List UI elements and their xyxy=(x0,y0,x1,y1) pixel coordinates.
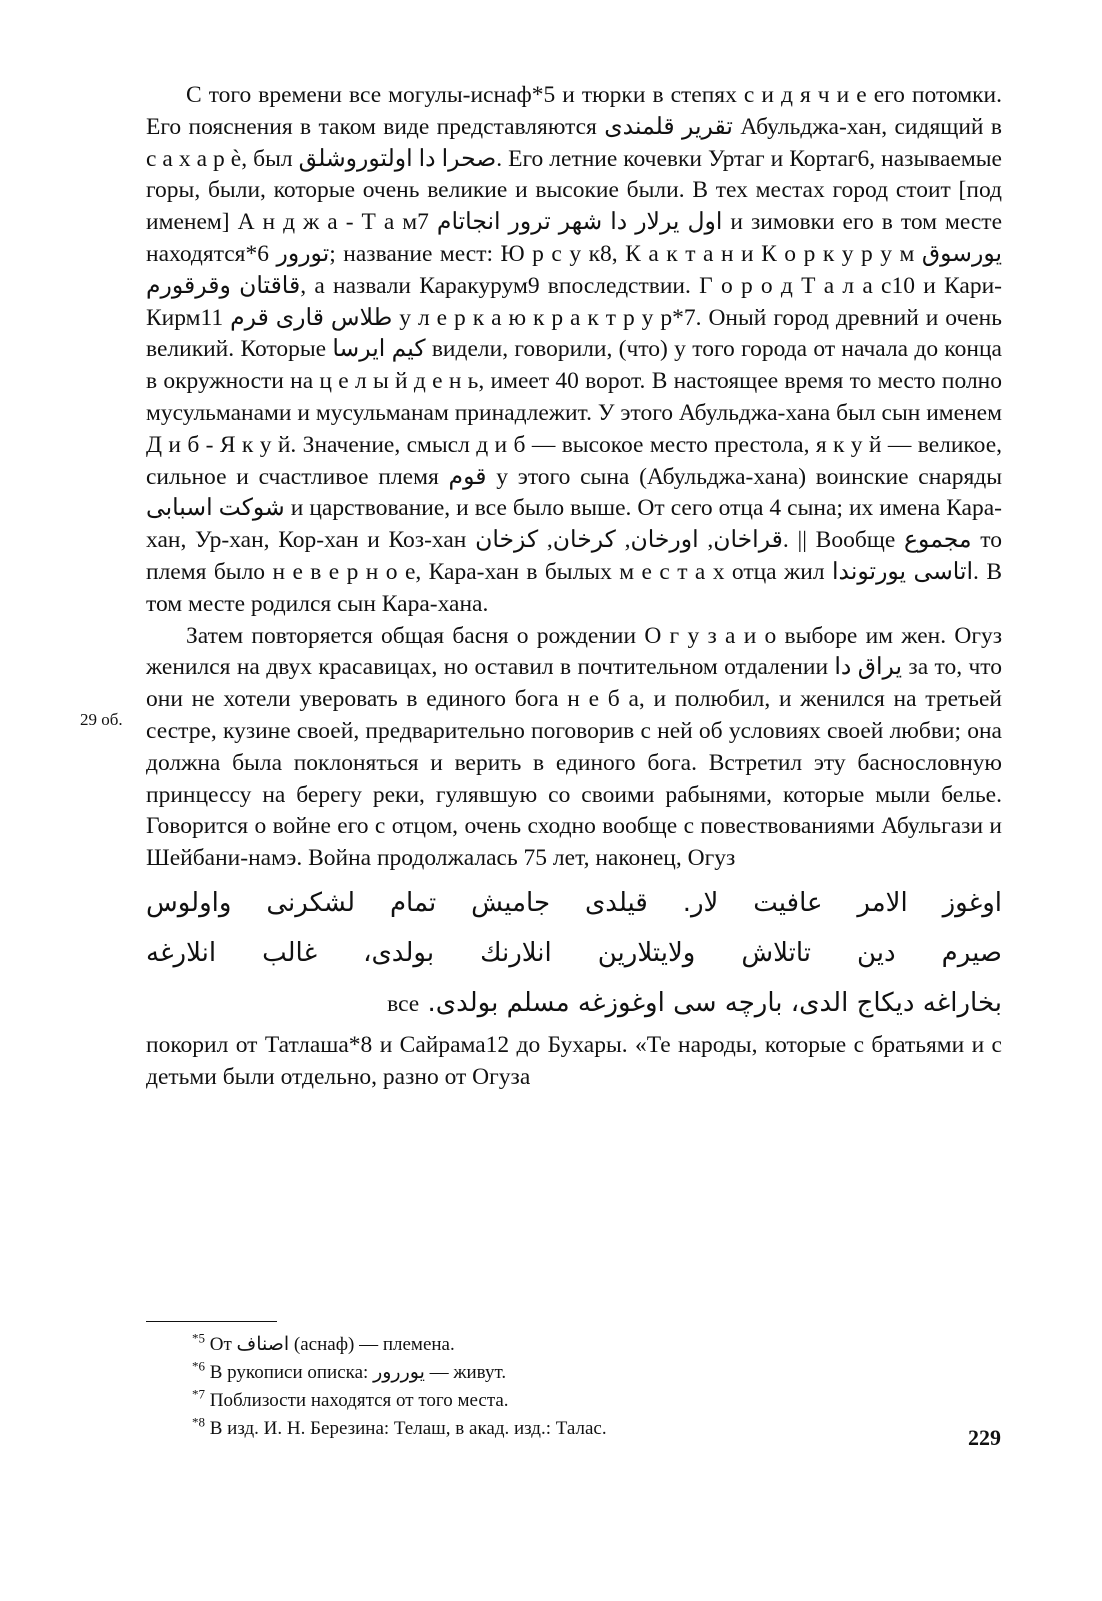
footnote-8 xyxy=(192,1415,892,1442)
paragraph-2: Затем повторяется общая басня о рождении О г у з а и о выборе им жен. Огуз женился на двух красавицах, но оставил в почтительном отдалении يراق دا за то, что они не хотели уверовать в единого бога н е б а, и полюбил, и женился на третьей сестре, кузине своей, предварительно поговорив с ней об условиях своей любви; она должна была поклоняться и верить в единого бога. Встретил эту баснословную принцессу на берегу реки, гулявшую со своими рабынями, которые мыли белье. Говорится о войне его с отцом, очень сходно вообще с повествованиями Абульгази и Шейбани-намэ. Война продолжалась 75 лет, наконец, Огуз xyxy=(146,622,1003,872)
arabic-line-1: اوغوز الامر عافيت لار. قيلدى جاميش تمام لشكرنى واولوس xyxy=(146,887,1002,918)
paragraph-1: С того времени все могулы-иснаф*5 и тюрки в степях с и д я ч и е его потомки. Его пояснения в таком виде представляются تقرير قلمندى Абульджа-хан, сидящий в с а х а р ѐ, был صحرا دا اولتوروشلق. Его летние кочевки Уртаг и Кортаг6, называемые горы, были, которые очень великие и высокие были. В тех местах город стоит [под именем] А н д ж а - Т а м7 اول يرلار دا شهر ترور انجاتام и зимовки его в том месте находятся*6 تورور; название мест: Ю р с у к8, К а к т а н и К о р к у р у м يورسوق قاقتان وقرقورم, а назвали Каракурум9 впоследствии. Г о р о д Т а л а с10 и Кари-Кирм11 طلاس قارى قرم у л е р к а ю к р а к т р у р*7. Оный город древний и очень великий. Которые كيم ايرسا видели, говорили, (что) у того города от начала до конца в окружности на ц е л ы й д е н ь, имеет 40 ворот. В настоящее время то место полно мусульманами и мусульманам принадлежит. У этого Абульджа-хана был сын именем Д и б - Я к у й. Значение, смысл д и б — высокое место престола, я к у й — великое, сильное и счастливое племя قوم у этого сына (Абульджа-хана) воинские снаряды شوكت اسبابى и царствование, и все было выше. От сего отца 4 сына; их имена Кара-хан, Ур-хан, Кор-хан и Коз-хан قراخان, اورخان, كرخان, كزخان. || Вообще مجموع то племя было н е в е р н о е, Кара-хан в былых м е с т а х отца жил اتاسى يورتوندا. В том месте родился сын Кара-хана. xyxy=(146,82,1003,617)
margin-folio-note: 29 об. xyxy=(80,710,123,729)
footnote-text: От اصناف (аснаф) — племена. xyxy=(209,1334,455,1355)
footnote-6 xyxy=(192,1359,892,1386)
footnote-5 xyxy=(192,1331,892,1358)
main-text xyxy=(146,80,1002,1094)
footnote-text: Поблизости находятся от того места. xyxy=(209,1390,509,1411)
arabic-line-3 xyxy=(146,981,1002,1026)
footnote-mark: *5 xyxy=(192,1330,205,1346)
footnote-text: В рукописи описка: يوررور — живут. xyxy=(209,1362,507,1383)
footnote-mark: *8 xyxy=(192,1414,205,1430)
footnote-text: В изд. И. Н. Березина: Телаш, в акад. изд.: Талас. xyxy=(209,1418,607,1439)
footnote-mark: *6 xyxy=(192,1358,205,1374)
footnote-7 xyxy=(192,1387,892,1414)
arabic-line-2: صيرم دين تاتلاش ولايتلارين انلارنك بولدى، غالب انلارغه xyxy=(146,937,1002,968)
paragraph-3: покорил от Татлаша*8 и Сайрама12 до Бухары. «Те народы, которые с братьями и с детьми были отдельно, разно от Огуза xyxy=(146,1031,1002,1090)
page-number: 229 xyxy=(968,1425,1001,1450)
arabic-tail-word: все xyxy=(387,990,420,1017)
footnote-mark: *7 xyxy=(192,1386,205,1402)
footnotes xyxy=(192,1331,892,1443)
footnote-separator xyxy=(146,1321,277,1322)
arabic-line-3-text: بخاراغه ديكاج الدى، بارچه سى اوغوزغه مسلم بولدى. xyxy=(427,987,1002,1018)
